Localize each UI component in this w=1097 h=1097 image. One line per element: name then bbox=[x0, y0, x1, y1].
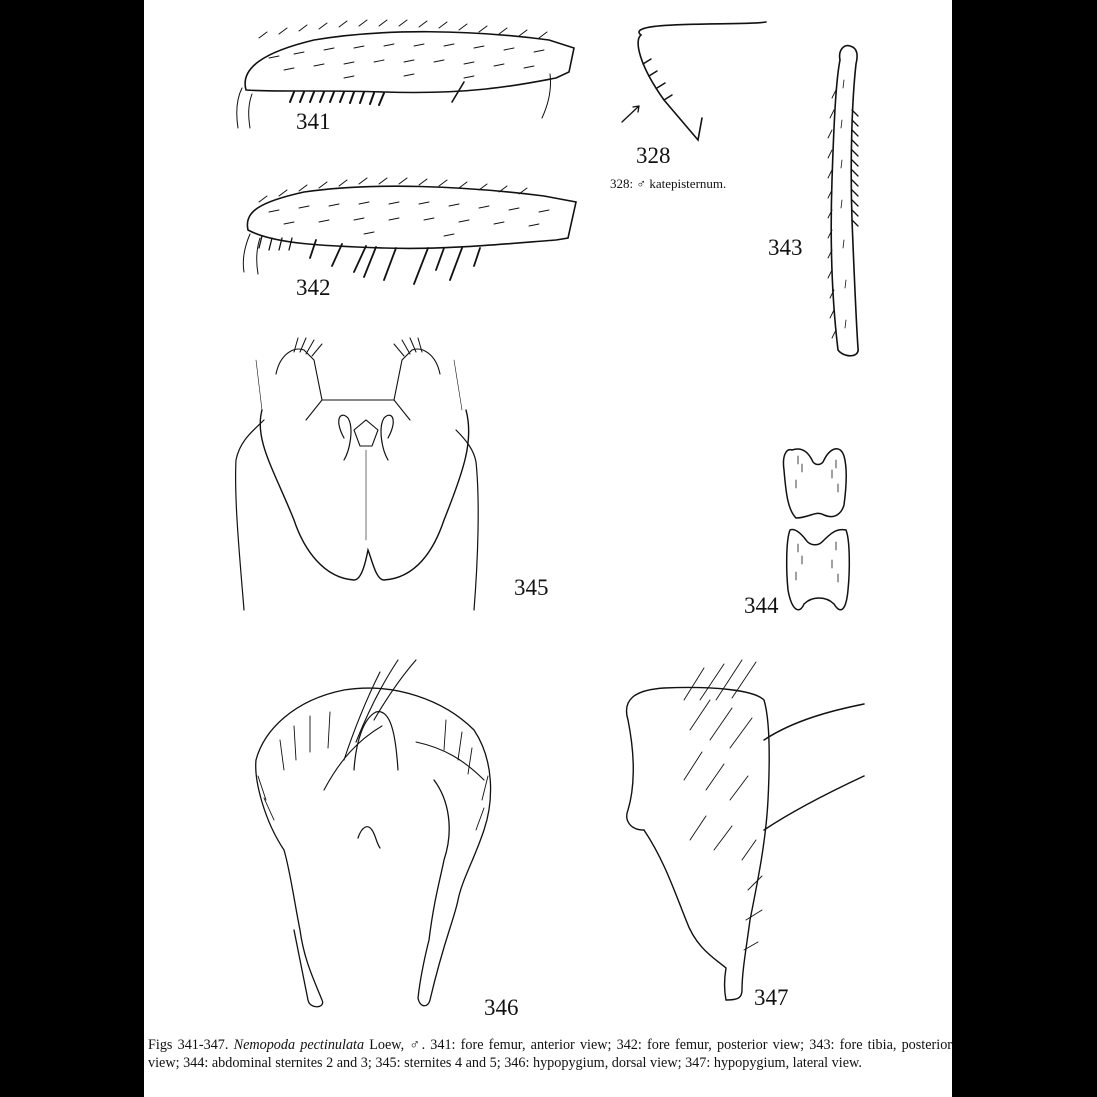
fig-328-label: 328 bbox=[636, 143, 671, 168]
fig-343-label: 343 bbox=[768, 235, 803, 260]
fig-345-label: 345 bbox=[514, 575, 549, 600]
figure-caption bbox=[148, 1037, 952, 1072]
fig-346-label: 346 bbox=[484, 995, 519, 1020]
caption-prefix: Figs 341-347. bbox=[148, 1037, 234, 1053]
caption-species-name: Nemopoda pectinulata bbox=[233, 1037, 365, 1053]
figure-plate-page bbox=[144, 0, 952, 1097]
fig-344-label: 344 bbox=[744, 593, 779, 618]
fig-347-hypopygium-lateral-drawing bbox=[144, 0, 952, 1097]
fig-341-label: 341 bbox=[296, 109, 331, 134]
fig-342-label: 342 bbox=[296, 275, 331, 300]
fig-347-label: 347 bbox=[754, 985, 789, 1010]
caption-body: Loew, ♂. 341: fore femur, anterior view; 342: fore femur, posterior view; 343: fore tibia, posterior view; 344: abdominal sternites 2 and 3; 345: sternites 4 and 5; 346: hypopygium, dorsal view; 347: hypopygium, lateral view. bbox=[148, 1037, 953, 1071]
fig-328-inset-caption: 328: ♂ katepisternum. bbox=[610, 176, 727, 191]
